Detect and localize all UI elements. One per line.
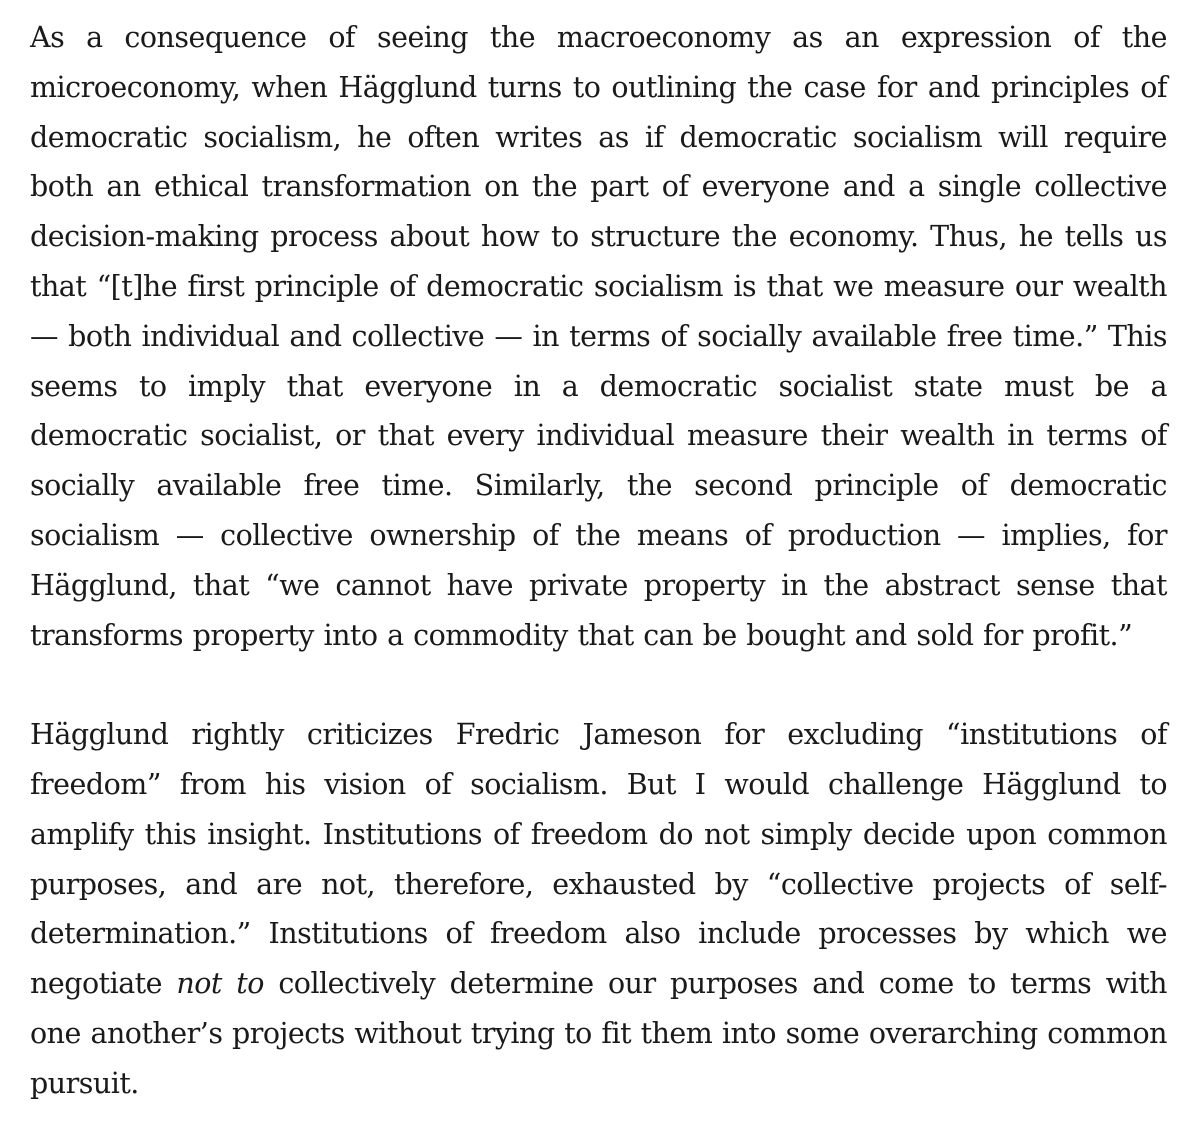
- paragraph-2: [30, 710, 1167, 1108]
- document-page: [30, 13, 1167, 1109]
- paragraph-2-text-end: collectively determine our purposes and come to terms with one another’s projects without trying to fit them into some overarching common pursuit.: [30, 967, 1167, 1100]
- paragraph-2-text-start: Hägglund rightly criticizes Fredric Jameson for excluding “institutions of freedom” from his vision of socialism. But I would challenge Hägglund to amplify this insight. Institutions of freedom do not simply decide upon common purposes, and are not, therefore, exhausted by “collective projects of self-determination.” Institutions of freedom also include processes by which we negotiate: [30, 718, 1167, 1001]
- paragraph-1: As a consequence of seeing the macroeconomy as an expression of the microeconomy, when Hägglund turns to outlining the case for and principles of democratic socialism, he often writes as if democratic socialism will require both an ethical transformation on the part of everyone and a single collective decision-making process about how to structure the economy. Thus, he tells us that “[t]he first principle of democratic socialism is that we measure our wealth — both individual and collective — in terms of socially available free time.” This seems to imply that everyone in a democratic socialist state must be a democratic socialist, or that every individual measure their wealth in terms of socially available free time. Similarly, the second principle of democratic socialism — collective ownership of the means of production — implies, for Hägglund, that “we cannot have private property in the abstract sense that transforms property into a commodity that can be bought and sold for profit.”: [30, 21, 1167, 652]
- paragraph-2-emphasis: not to: [176, 967, 264, 1001]
